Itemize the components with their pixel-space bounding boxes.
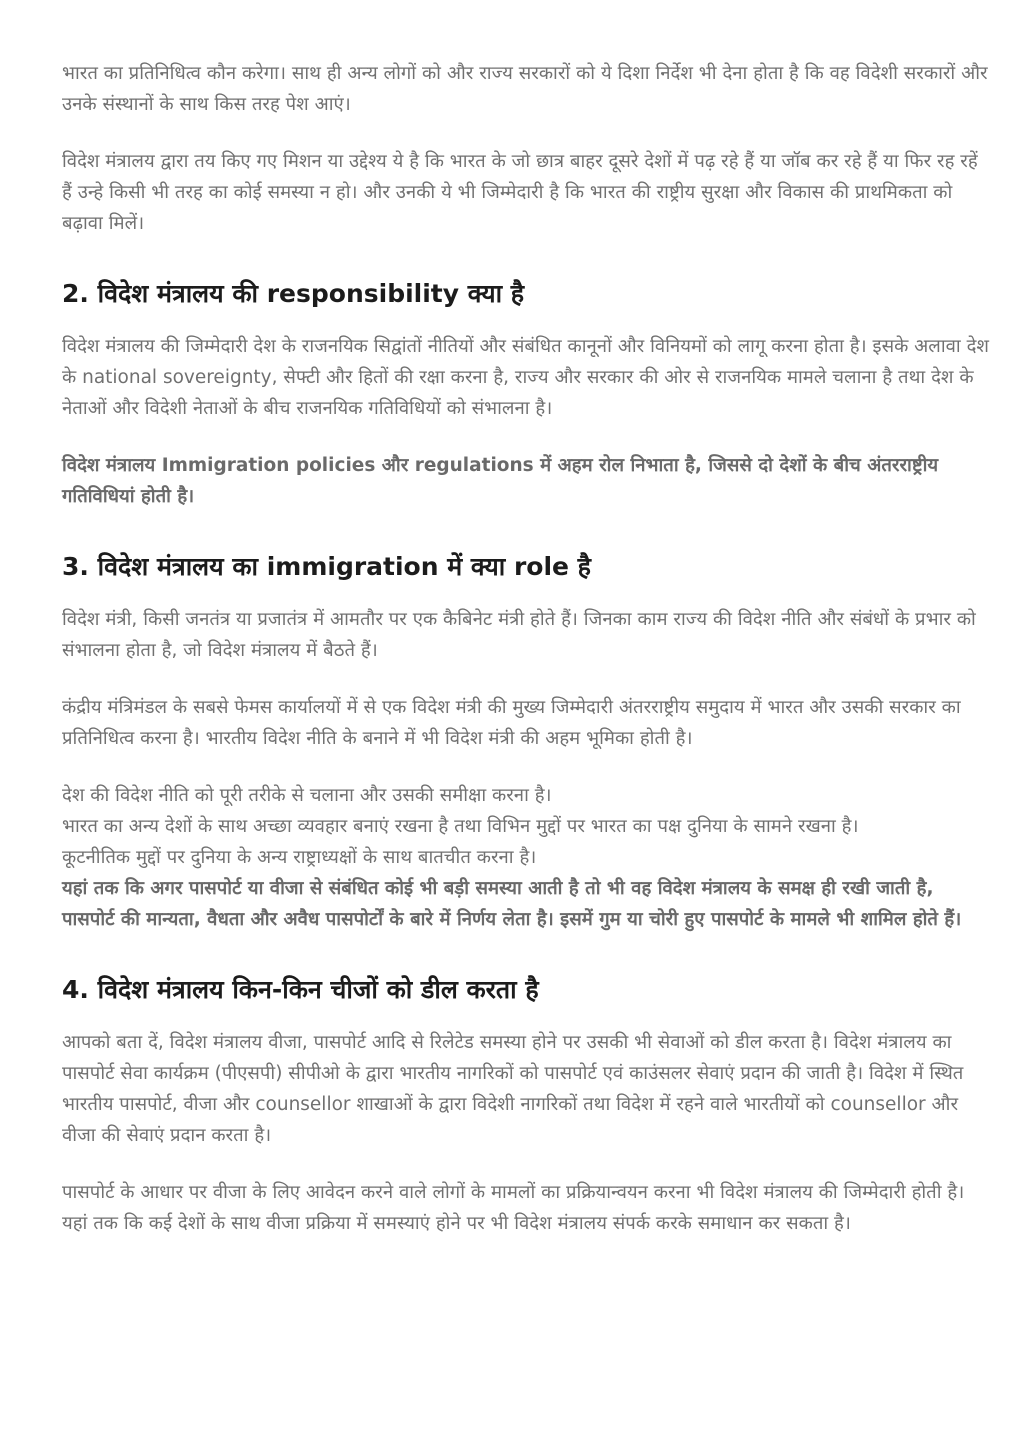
document-page [62,58,992,1239]
intro-paragraph-1: भारत का प्रतिनिधित्व कौन करेगा। साथ ही अन्य लोगों को और राज्य सरकारों को ये दिशा निर्देश भी देना होता है कि वह विदेशी सरकारों और उनके संस्थानों के साथ किस तरह पेश आएं। [62,63,988,115]
section-3-paragraph-1: विदेश मंत्री, किसी जनतंत्र या प्रजातंत्र में आमतौर पर एक कैबिनेट मंत्री होते हैं। जिनका काम राज्य की विदेश नीति और संबंधों के प्रभार को संभालना होता है, जो विदेश मंत्रालय में बैठते हैं। [62,609,976,661]
section-3-paragraph-2: कंद्रीय मंत्रिमंडल के सबसे फेमस कार्यालयों में से एक विदेश मंत्री की मुख्य जिम्मेदारी अंतरराष्ट्रीय समुदाय में भारत और उसकी सरकार का प्रतिनिधित्व करना है। भारतीय विदेश नीति के बनाने में भी विदेश मंत्री की अहम भूमिका होती है। [62,697,961,749]
section-3-line-2: भारत का अन्य देशों के साथ अच्छा व्यवहार बनाएं रखना है तथा विभिन मुद्दों पर भारत का पक्ष दुनिया के सामने रखना है। [62,816,859,837]
section-3-heading: 3. विदेश मंत्रालय का immigration में क्या role है [62,552,591,581]
section-3-line-1: देश की विदेश नीति को पूरी तरीके से चलाना और उसकी समीक्षा करना है। [62,785,552,806]
section-2-heading: 2. विदेश मंत्रालय की responsibility क्या है [62,279,525,308]
section-4-paragraph-2: पासपोर्ट के आधार पर वीजा के लिए आवेदन करने वाले लोगों के मामलों का प्रक्रियान्वयन करना भी विदेश मंत्रालय की जिम्मेदारी होती है। यहां तक कि कई देशों के साथ वीजा प्रक्रिया में समस्याएं होने पर भी विदेश मंत्रालय संपर्क करके समाधान कर सकता है। [62,1182,965,1234]
intro-paragraph-2: विदेश मंत्रालय द्वारा तय किए गए मिशन या उद्देश्य ये है कि भारत के जो छात्र बाहर दूसरे देशों में पढ़ रहे हैं या जॉब कर रहे हैं या फिर रह रहें हैं उन्हे किसी भी तरह का कोई समस्या न हो। और उनकी ये भी जिम्मेदारी है कि भारत की राष्ट्रीय सुरक्षा और विकास की प्राथमिकता को बढ़ावा मिलें। [62,151,978,234]
section-4-heading: 4. विदेश मंत्रालय किन-किन चीजों को डील करता है [62,975,539,1004]
section-3-line-3: कूटनीतिक मुद्दों पर दुनिया के अन्य राष्ट्राध्यक्षों के साथ बातचीत करना है। [62,847,537,868]
section-2-paragraph-1: विदेश मंत्रालय की जिम्मेदारी देश के राजनयिक सिद्वांतों नीतियों और संबंधित कानूनों और विनियमों को लागू करना होता है। इसके अलावा देश के national sovereignty, सेफ्टी और हितों की रक्षा करना है, राज्य और सरकार की ओर से राजनयिक मामले चलाना है तथा देश के नेताओं और विदेशी नेताओं के बीच राजनयिक गतिविधियों को संभालना है। [62,336,990,419]
section-3-bold-paragraph: यहां तक कि अगर पासपोर्ट या वीजा से संबंधित कोई भी बड़ी समस्या आती है तो भी वह विदेश मंत्रालय के समक्ष ही रखी जाती है, पासपोर्ट की मान्यता, वैधता और अवैध पासपोर्टों के बारे में निर्णय लेता है। इसमें गुम या चोरी हुए पासपोर्ट के मामले भी शामिल होते हैं। [62,878,962,930]
section-4-paragraph-1: आपको बता दें, विदेश मंत्रालय वीजा, पासपोर्ट आदि से रिलेटेड समस्या होने पर उसकी भी सेवाओं को डील करता है। विदेश मंत्रालय का पासपोर्ट सेवा कार्यक्रम (पीएसपी) सीपीओ के द्वारा भारतीय नागरिकों को पासपोर्ट एवं काउंसलर सेवाएं प्रदान की जाती है। विदेश में स्थित भारतीय पासपोर्ट, वीजा और counsellor शाखाओं के द्वारा विदेशी नागरिकों तथा विदेश में रहने वाले भारतीयों को counsellor और वीजा की सेवाएं प्रदान करता है। [62,1032,964,1146]
section-2-bold-paragraph: विदेश मंत्रालय Immigration policies और regulations में अहम रोल निभाता है, जिससे दो देशों के बीच अंतरराष्ट्रीय गतिविधियां होती है। [62,455,939,507]
